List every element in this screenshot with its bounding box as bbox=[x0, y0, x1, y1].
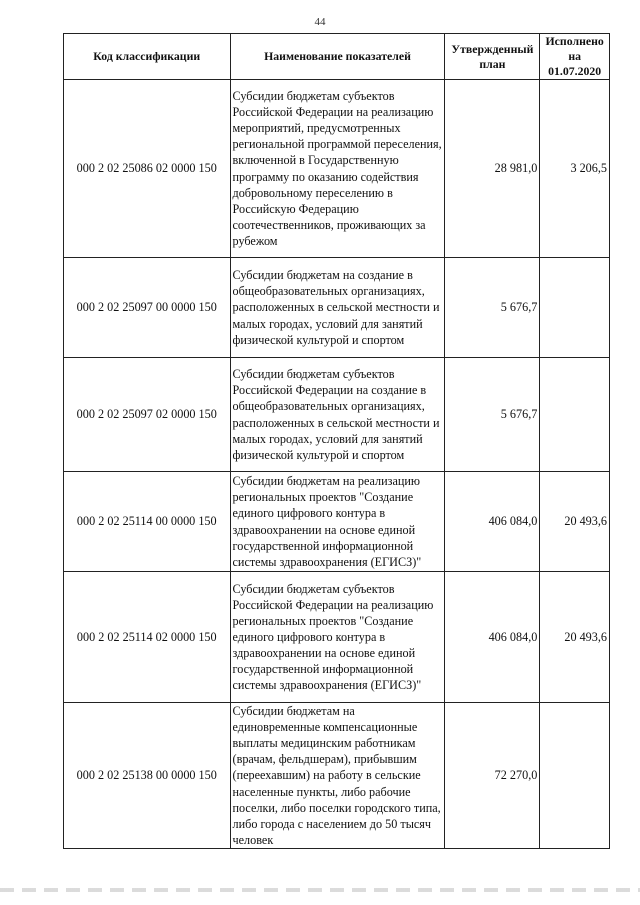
executed-cell bbox=[540, 358, 610, 472]
approved-plan-cell: 5 676,7 bbox=[445, 258, 540, 358]
header-executed: Исполнено на 01.07.2020 bbox=[540, 34, 610, 80]
approved-plan-cell: 406 084,0 bbox=[445, 472, 540, 572]
header-indicator-name: Наименование показателей bbox=[230, 34, 445, 80]
classification-code-cell: 000 2 02 25138 00 0000 150 bbox=[64, 703, 231, 849]
approved-plan-cell: 28 981,0 bbox=[445, 80, 540, 258]
classification-code-cell: 000 2 02 25114 00 0000 150 bbox=[64, 472, 231, 572]
indicator-name-cell: Субсидии бюджетам субъектов Российской Федерации на реализацию региональных проектов "Создание единого цифрового контура в здравоохранении на основе единой государственной информационной системы здравоохранения (ЕГИСЗ)" bbox=[230, 572, 445, 703]
executed-cell bbox=[540, 258, 610, 358]
table-row bbox=[64, 572, 610, 703]
approved-plan-cell: 406 084,0 bbox=[445, 572, 540, 703]
approved-plan-cell: 5 676,7 bbox=[445, 358, 540, 472]
approved-plan-cell: 72 270,0 bbox=[445, 703, 540, 849]
header-classification-code: Код классификации bbox=[64, 34, 231, 80]
table-row bbox=[64, 472, 610, 572]
indicator-name-cell: Субсидии бюджетам на создание в общеобразовательных организациях, расположенных в сельской местности и малых городах, условий для занятий физической культурой и спортом bbox=[230, 258, 445, 358]
table-header-row bbox=[64, 34, 610, 80]
table-row bbox=[64, 358, 610, 472]
table-row bbox=[64, 80, 610, 258]
header-approved-plan: Утвержденный план bbox=[445, 34, 540, 80]
executed-cell bbox=[540, 703, 610, 849]
indicator-name-cell: Субсидии бюджетам субъектов Российской Федерации на создание в общеобразовательных организациях, расположенных в сельской местности и малых городах, условий для занятий физической культурой и спортом bbox=[230, 358, 445, 472]
classification-code-cell: 000 2 02 25086 02 0000 150 bbox=[64, 80, 231, 258]
indicator-name-cell: Субсидии бюджетам на реализацию региональных проектов "Создание единого цифрового контура в здравоохранении на основе единой государственной информационной системы здравоохранения (ЕГИСЗ)" bbox=[230, 472, 445, 572]
executed-cell: 20 493,6 bbox=[540, 472, 610, 572]
indicator-name-cell: Субсидии бюджетам на единовременные компенсационные выплаты медицинским работникам (врачам, фельдшерам), прибывшим (переехавшим) на работу в сельские населенные пункты, либо рабочие поселки, либо поселки городского типа, либо города с населением до 50 тысяч человек bbox=[230, 703, 445, 849]
executed-cell: 3 206,5 bbox=[540, 80, 610, 258]
table-row bbox=[64, 703, 610, 849]
budget-execution-table bbox=[63, 33, 610, 849]
page-number: 44 bbox=[314, 16, 326, 28]
executed-cell: 20 493,6 bbox=[540, 572, 610, 703]
classification-code-cell: 000 2 02 25114 02 0000 150 bbox=[64, 572, 231, 703]
table-row bbox=[64, 258, 610, 358]
classification-code-cell: 000 2 02 25097 02 0000 150 bbox=[64, 358, 231, 472]
indicator-name-cell: Субсидии бюджетам субъектов Российской Федерации на реализацию мероприятий, предусмотренных региональной программой переселения, включенной в Государственную программу по оказанию содействия добровольному переселению в Российскую Федерацию соотечественников, проживающих за рубежом bbox=[230, 80, 445, 258]
scan-edge-artifact bbox=[0, 888, 640, 892]
classification-code-cell: 000 2 02 25097 00 0000 150 bbox=[64, 258, 231, 358]
